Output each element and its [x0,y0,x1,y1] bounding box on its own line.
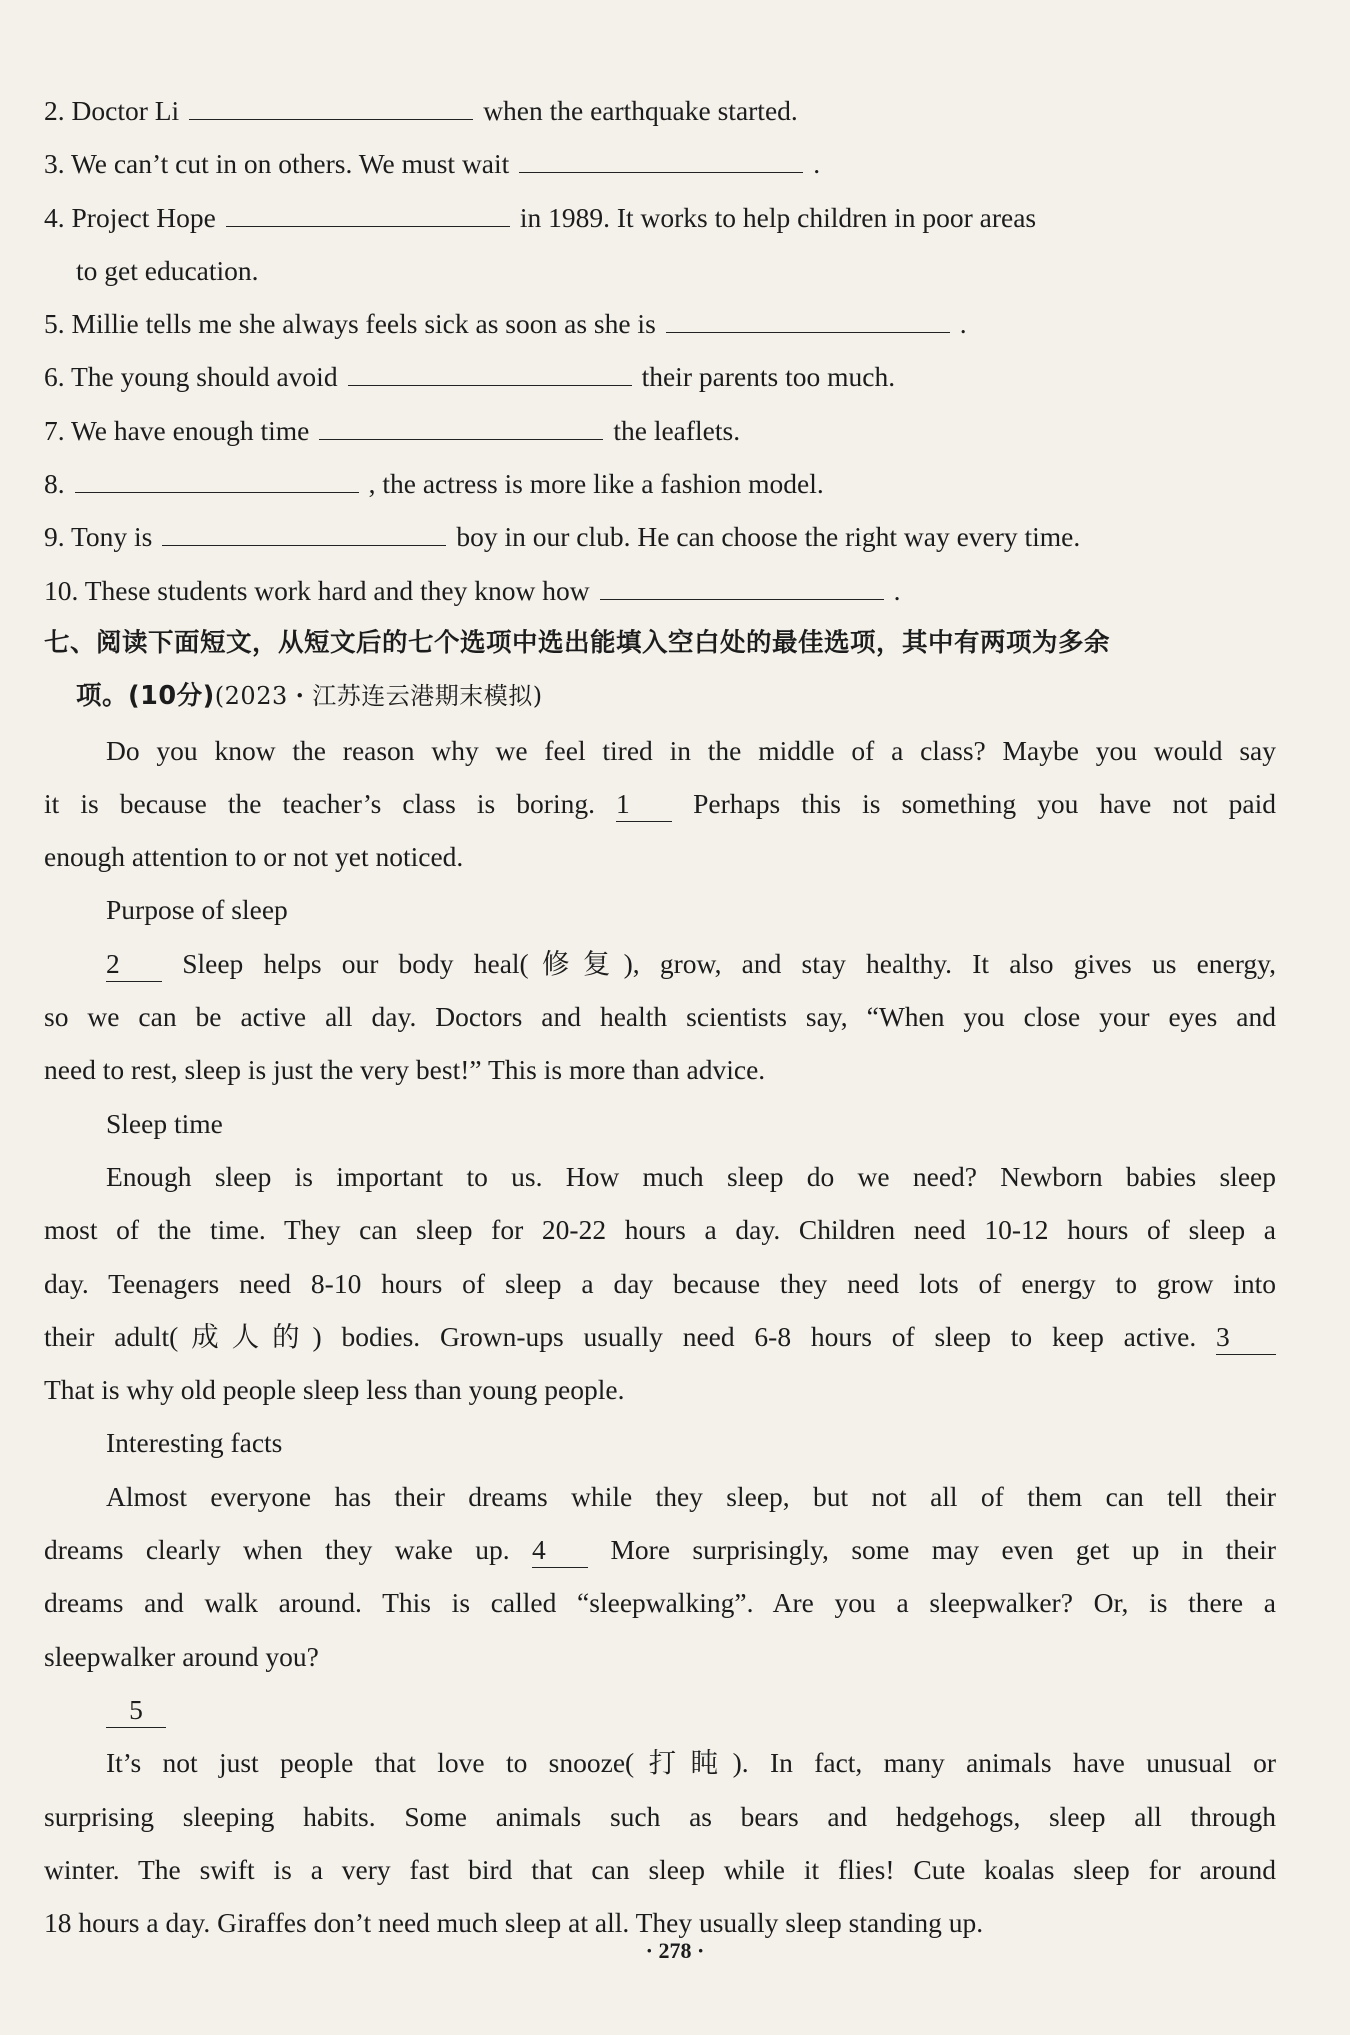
blank-2[interactable]: 2 [106,947,162,982]
item-text: 3. We can’t cut in on others. We must wait [44,148,510,180]
item-9 [44,510,1276,563]
item-text: . [813,148,821,180]
passage-line: Do you know the reason why we feel tired in the middle of a class? Maybe you would say [106,734,1276,766]
item-text: when the earthquake started. [483,95,798,126]
item-2 [44,84,1276,137]
blank-5[interactable]: 5 [106,1693,166,1728]
passage-line [44,937,1276,990]
item-4-continued: to get education. [76,254,259,286]
subheading-purpose: Purpose of sleep [106,894,288,926]
subheading-interesting-facts: Interesting facts [106,1427,283,1459]
item-3 [44,137,1276,190]
passage-text: their adult(成人的) bodies. Grown-ups usually need 6-8 hours of sleep to keep active. [44,1320,1197,1352]
passage-line [44,1683,1276,1736]
passage-line: most of the time. They can sleep for 20-22 hours a day. Children need 10-12 hours of sleep a [44,1214,1276,1246]
passage-text: More surprisingly, some may even get up in their [610,1534,1277,1566]
passage-text: Sleep helps our body heal(修复), grow, and stay healthy. It also gives us energy, [182,947,1276,979]
item-text: 5. Millie tells me she always feels sick as soon as she is [44,308,656,340]
section-heading-continued [44,670,1276,723]
item-text: in 1989. It works to help children in poor areas [519,201,1037,233]
passage-line: That is why old people sleep less than young people. [44,1374,625,1406]
item-7 [44,404,1276,457]
passage-line: enough attention to or not yet noticed. [44,841,464,873]
passage-line: surprising sleeping habits. Some animals such as bears and hedgehogs, sleep all through [44,1800,1276,1832]
item-text: . [959,308,967,340]
item-10 [44,564,1276,617]
passage-line: winter. The swift is a very fast bird that can sleep while it flies! Cute koalas sleep for around [44,1853,1276,1885]
blank-1[interactable]: 1 [616,787,672,822]
item-text: 10. These students work hard and they know how [44,574,590,606]
passage-line [44,1310,1276,1363]
passage-line: Enough sleep is important to us. How much sleep do we need? Newborn babies sleep [106,1160,1276,1192]
passage-line [44,777,1276,830]
passage-line: 18 hours a day. Giraffes don’t need much sleep at all. They usually sleep standing up. [44,1907,984,1939]
passage-line: day. Teenagers need 8-10 hours of sleep a day because they need lots of energy to grow into [44,1267,1276,1299]
item-text: 7. We have enough time [44,414,310,446]
item-8 [44,457,1276,510]
item-text: their parents too much. [641,361,896,393]
answer-blank[interactable] [75,458,359,493]
item-text: 9. Tony is [44,521,153,553]
answer-blank[interactable] [600,565,884,600]
passage-line: Almost everyone has their dreams while they sleep, but not all of them can tell their [106,1480,1276,1512]
item-text: boy in our club. He can choose the right way every time. [456,521,1081,553]
blank-3[interactable]: 3 [1216,1320,1276,1355]
item-text: 2. Doctor Li [44,95,180,126]
item-text: the leaflets. [613,414,741,446]
passage-text: dreams clearly when they wake up. [44,1534,510,1566]
item-text: 8. [44,468,65,500]
section-heading: 七、阅读下面短文，从短文后的七个选项中选出能填入空白处的最佳选项，其中有两项为多余 [44,627,1111,658]
subheading-sleep-time: Sleep time [106,1107,223,1139]
answer-blank[interactable] [319,405,603,440]
source-note: (2023・江苏连云港期末模拟) [214,682,543,711]
passage-line: so we can be active all day. Doctors and health scientists say, “When you close your eyes and [44,1001,1276,1033]
passage-line: dreams and walk around. This is called “sleepwalking”. Are you a sleepwalker? Or, is there a [44,1587,1276,1619]
answer-blank[interactable] [226,192,510,227]
item-text: , the actress is more like a fashion model. [368,468,824,500]
page-number: · 278 · [645,1938,705,1963]
item-text: 6. The young should avoid [44,361,338,393]
passage-line: need to rest, sleep is just the very best!” This is more than advice. [44,1054,766,1086]
answer-blank[interactable] [519,138,803,173]
item-5 [44,297,1276,350]
item-text: . [893,574,901,606]
answer-blank[interactable] [348,351,632,386]
content-column [44,84,1276,1949]
passage-line: It’s not just people that love to snooze(打盹). In fact, many animals have unusual or [106,1747,1276,1779]
answer-blank[interactable] [666,298,950,333]
heading-text: 项。(10分) [76,681,215,712]
passage-text: Perhaps this is something you have not paid [693,787,1277,819]
blank-4[interactable]: 4 [532,1533,588,1568]
passage-line: sleepwalker around you? [44,1640,319,1672]
passage-line [44,1523,1276,1576]
passage-text: it is because the teacher’s class is boring. [44,787,595,819]
item-text: 4. Project Hope [44,201,216,233]
item-4 [44,191,1276,244]
answer-blank[interactable] [189,85,473,120]
answer-blank[interactable] [162,511,446,546]
item-6 [44,350,1276,403]
